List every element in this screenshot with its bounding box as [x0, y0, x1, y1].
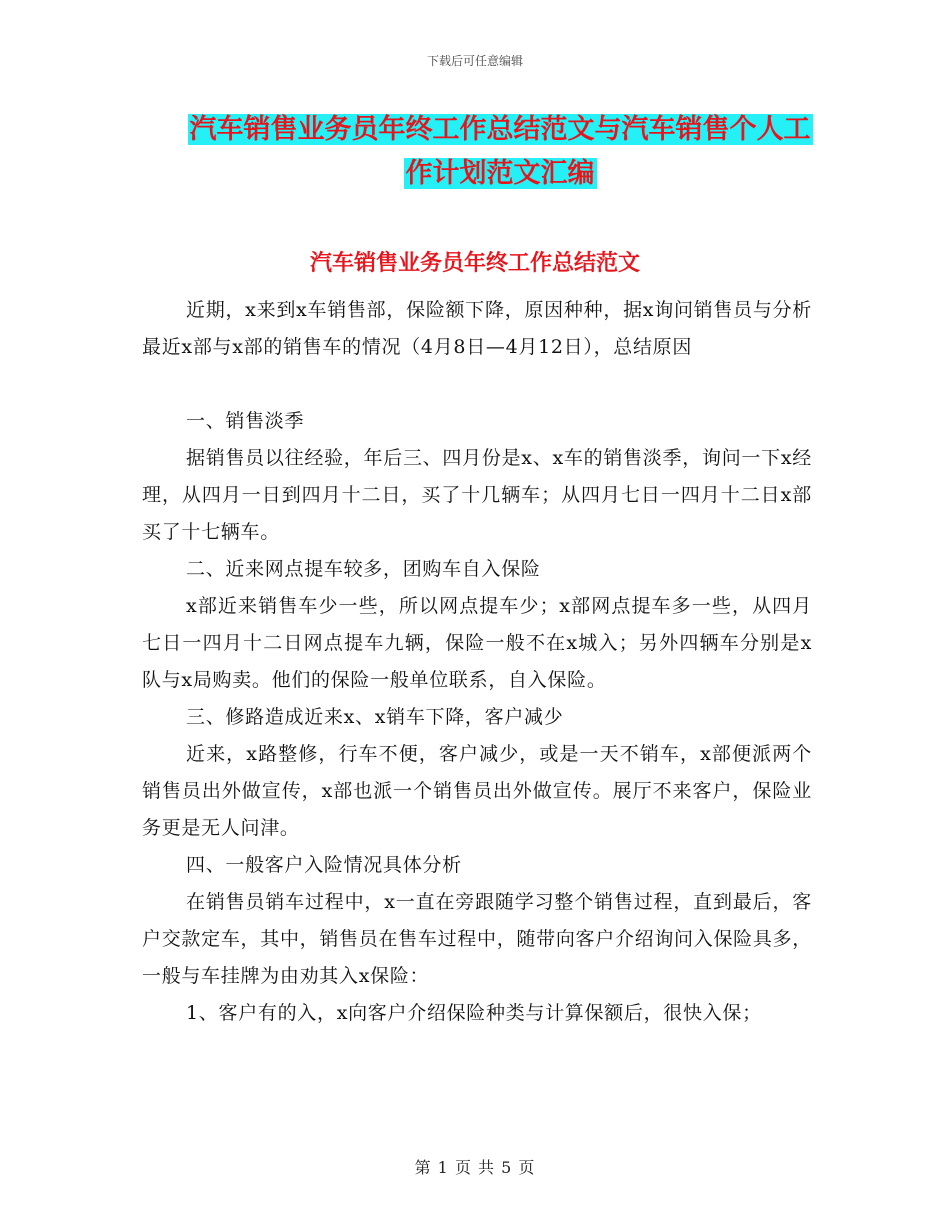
paragraph-3: 近来，x路整修，行车不便，客户减少，或是一天不销车，x部便派两个销售员出外做宣传，x部也派一个销售员出外做宣传。展厅不来客户，保险业务更是无人问津。: [142, 743, 812, 839]
heading-3: 三、修路造成近来x、x销车下降，客户减少: [186, 706, 564, 728]
paragraph-intro: 近期，x来到x车销售部，保险额下降，原因种种，据x询问销售员与分析最近x部与x部的销售车的情况（4月8日—4月12日），总结原因: [142, 299, 812, 358]
heading-2: 二、近来网点提车较多，团购车自入保险: [186, 558, 541, 580]
heading-4: 四、一般客户入险情况具体分析: [186, 854, 462, 876]
paragraph-1: 据销售员以往经验，年后三、四月份是x、x车的销售淡季，询问一下x经理，从四月一日到四月十二日，买了十几辆车；从四月七日一四月十二日x部买了十七辆车。: [142, 447, 812, 543]
page-footer: 第 1 页 共 5 页: [414, 1158, 536, 1177]
section-title: 汽车销售业务员年终工作总结范文: [309, 250, 640, 276]
document-title-line-1: [140, 112, 860, 148]
paragraph-4: 在销售员销车过程中，x一直在旁跟随学习整个销售过程，直到最后，客户交款定车，其中，销售员在售车过程中，随带向客户介绍询问入保险具多，一般与车挂牌为由劝其入x保险：: [142, 891, 812, 987]
heading-1: 一、销售淡季: [186, 410, 305, 432]
document-title-line-2: [140, 156, 860, 192]
document-title-line-1-text: 汽车销售业务员年终工作总结范文与汽车销售个人工: [189, 114, 811, 145]
header-note: 下载后可任意编辑: [426, 54, 523, 68]
paragraph-2: x部近来销售车少一些，所以网点提车少；x部网点提车多一些，从四月七日一四月十二日网点提车九辆，保险一般不在x城入；另外四辆车分别是x队与x局购卖。他们的保险一般单位联系，自入保险。: [142, 595, 812, 691]
document-title-line-2-text: 作计划范文汇编: [405, 158, 595, 189]
list-item-1: 1、客户有的入，x向客户介绍保险种类与计算保额后，很快入保；: [186, 1002, 762, 1024]
